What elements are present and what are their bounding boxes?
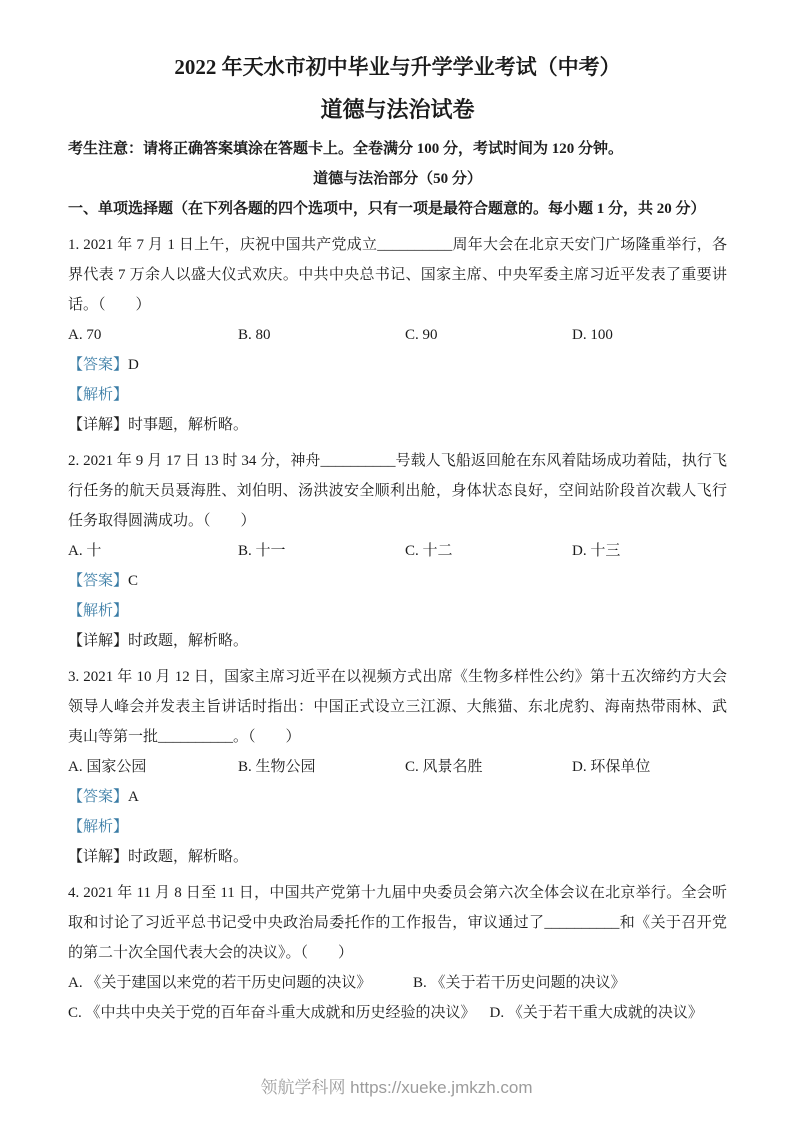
option-c: C. 十二 [405,543,453,560]
detail-label: 【详解】 [68,417,129,434]
answer-value: D [128,357,139,374]
options-row [68,752,727,782]
option-a: A. 《关于建国以来党的若干历史问题的决议》 [68,975,372,992]
option-d: D. 十三 [572,543,621,560]
option-c: C. 90 [405,327,438,344]
option-c: C. 《中共中央关于党的百年奋斗重大成就和历史经验的决议》 [68,1005,476,1022]
answer-line [68,350,727,380]
part-heading: 道德与法治部分（50 分） [313,171,482,188]
detail-text: 时政题，解析略。 [128,849,249,866]
detail-line [68,410,727,440]
detail-label: 【详解】 [68,849,129,866]
detail-line [68,626,727,656]
watermark: 领航学科网 https://xueke.jmkzh.com [260,1078,533,1097]
answer-line [68,566,727,596]
question-3 [68,662,727,872]
option-c: C. 风景名胜 [405,759,483,776]
analysis-line: 【解析】 [68,387,129,404]
answer-line [68,782,727,812]
exam-notice: 考生注意：请将正确答案填涂在答题卡上。全卷满分 100 分，考试时间为 120 分钟。 [68,141,624,158]
answer-label: 【答案】 [68,357,129,374]
option-b: B. 80 [238,327,271,344]
question-stem: 3. 2021 年 10 月 12 日，国家主席习近平在以视频方式出席《生物多样性公约》第十五次缔约方大会领导人峰会并发表主旨讲话时指出：中国正式设立三江源、大熊猫、东北虎豹、海南热带雨林、武夷山等第一批__________。（ ） [68,669,727,746]
detail-text: 时政题，解析略。 [128,633,249,650]
analysis-line: 【解析】 [68,603,129,620]
options-row-ab [68,968,727,998]
question-1 [68,230,727,440]
option-a: A. 国家公园 [68,759,147,776]
question-stem: 4. 2021 年 11 月 8 日至 11 日，中国共产党第十九届中央委员会第六次全体会议在北京举行。全会听取和讨论了习近平总书记受中央政治局委托作的工作报告，审议通过了__________和《关于召开党的第二十次全国代表大会的决议》。（ ） [68,885,727,962]
options-row [68,536,727,566]
options-row [68,320,727,350]
answer-label: 【答案】 [68,573,129,590]
option-d: D. 《关于若干重大成就的决议》 [489,1005,703,1022]
question-2 [68,446,727,656]
question-stem: 2. 2021 年 9 月 17 日 13 时 34 分，神舟__________号载人飞船返回舱在东风着陆场成功着陆，执行飞行任务的航天员聂海胜、刘伯明、汤洪波安全顺利出舱，身体状态良好，空间站阶段首次载人飞行任务取得圆满成功。（ ） [68,453,727,530]
question-stem: 1. 2021 年 7 月 1 日上午，庆祝中国共产党成立__________周年大会在北京天安门广场隆重举行，各界代表 7 万余人以盛大仪式欢庆。中共中央总书记、国家主席、中央军委主席习近平发表了重要讲话。（ ） [68,237,727,314]
answer-label: 【答案】 [68,789,129,806]
page-subtitle: 道德与法治试卷 [320,97,475,123]
option-a: A. 十 [68,543,102,560]
answer-value: C [128,573,139,590]
analysis-line: 【解析】 [68,819,129,836]
detail-label: 【详解】 [68,633,129,650]
detail-text: 时事题，解析略。 [128,417,249,434]
option-a: A. 70 [68,327,102,344]
question-4 [68,878,727,1028]
option-d: D. 环保单位 [572,759,651,776]
page-title: 2022 年天水市初中毕业与升学学业考试（中考） [174,55,621,79]
section-heading: 一、单项选择题（在下列各题的四个选项中，只有一项是最符合题意的。每小题 1 分，共 20 分） [68,201,706,218]
options-row-cd [68,998,727,1028]
answer-value: A [128,789,139,806]
option-d: D. 100 [572,327,613,344]
detail-line [68,842,727,872]
option-b: B. 生物公园 [238,759,316,776]
option-b: B. 《关于若干历史问题的决议》 [413,975,626,992]
option-b: B. 十一 [238,543,286,560]
